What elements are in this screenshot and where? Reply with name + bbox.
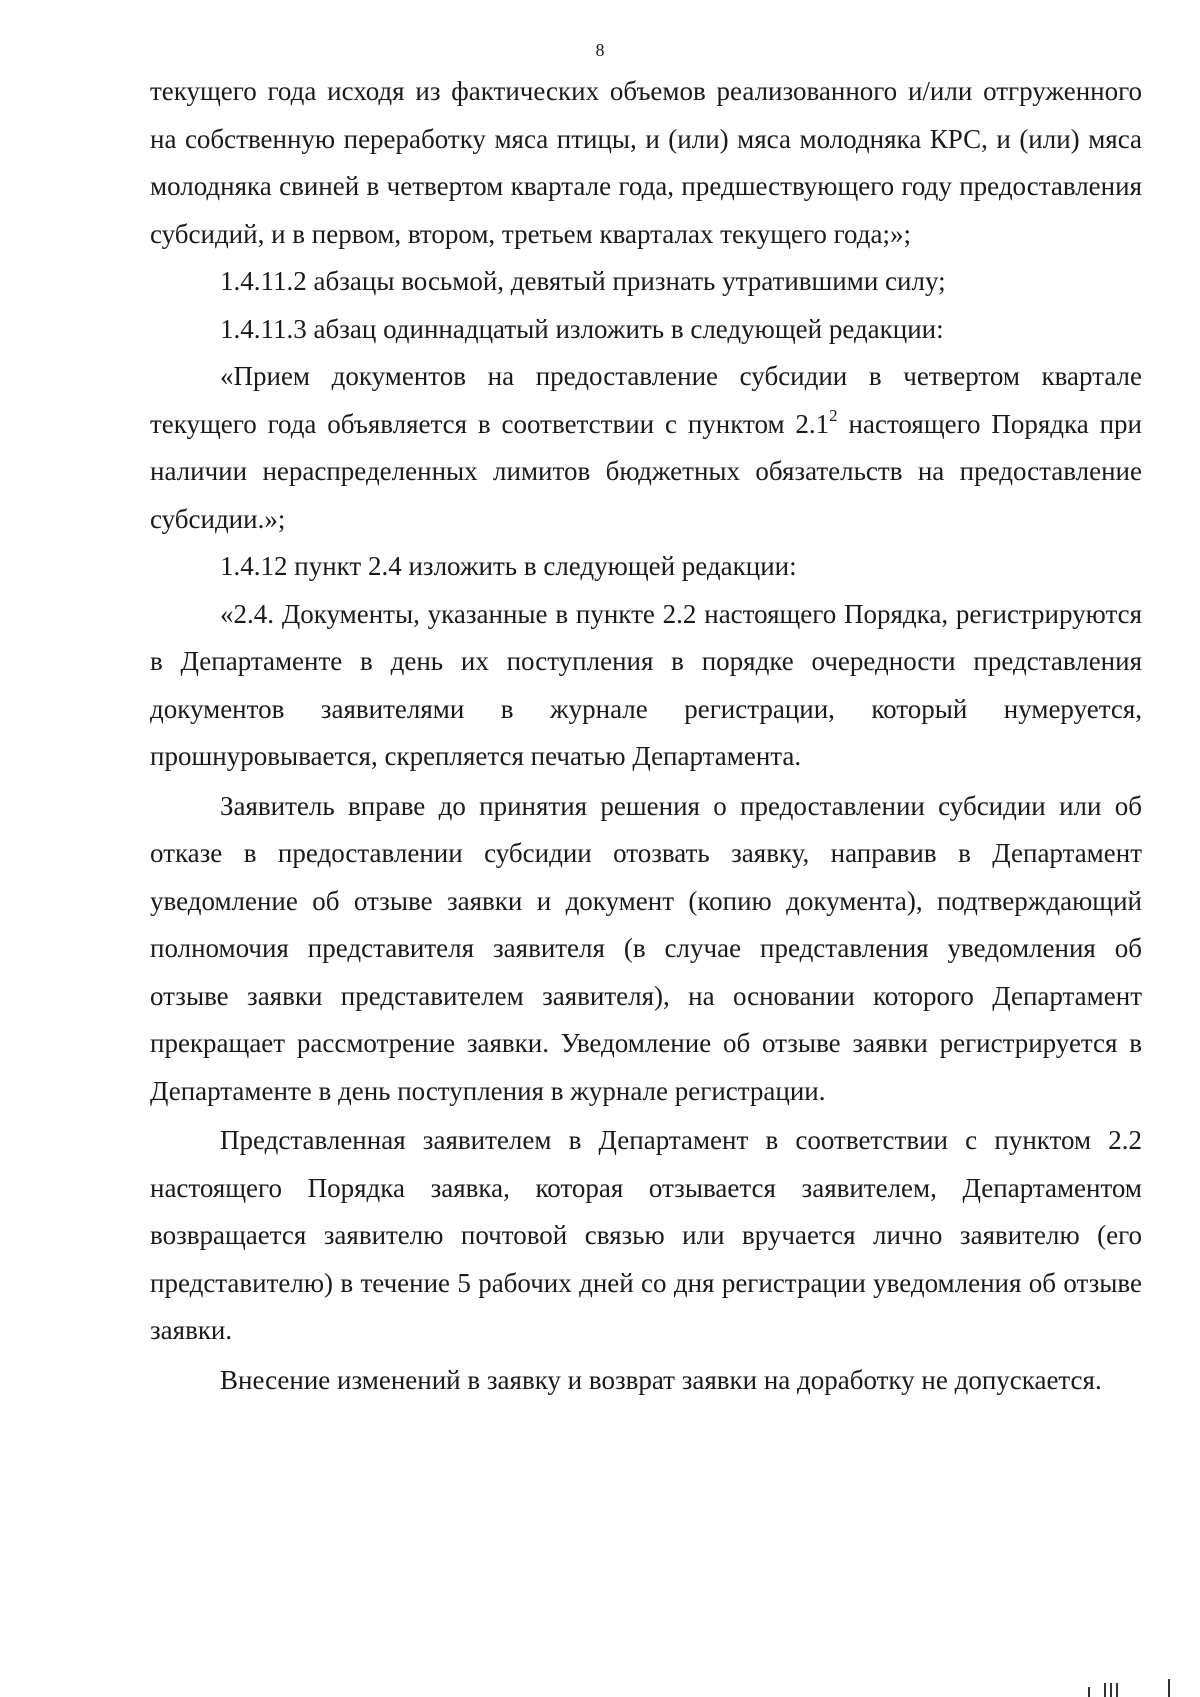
scan-mark: [1104, 1683, 1106, 1697]
paragraph-withdrawal-right: Заявитель вправе до принятия решения о предоставлении субсидии или об отказе в предоставлении субсидии отозвать заявку, направив в Департамент уведомление об отзыве заявки и документ (копию документа), подтверждающий полномочия представителя заявителя (в случае представления уведомления об отзыве заявки представителем заявителя), на основании которого Департамент прекращает рассмотрение заявки. Уведомление об отзыве заявки регистрируется в Департаменте в день поступления в журнале регистрации.: [150, 790, 1142, 1106]
paragraph-item-1-4-11-3: 1.4.11.3 абзац одиннадцатый изложить в следующей редакции:: [220, 313, 944, 344]
paragraph-text-before-superscript: «Прием документов на предоставление субсидии в четвертом квартале текущего года объявляется в соответствии с пунктом 2.1: [150, 361, 1142, 439]
scan-mark: [1088, 1687, 1090, 1697]
paragraph-return-application: Представленная заявителем в Департамент в соответствии с пунктом 2.2 настоящего Порядка заявка, которая отзывается заявителем, Департаментом возвращается заявителю почтовой связью или вручается лично заявителю (его представителю) в течение 5 рабочих дней со дня регистрации уведомления об отзыве заявки.: [150, 1125, 1142, 1345]
scan-mark: [1110, 1683, 1112, 1697]
paragraph-text-after-superscript: настоящего Порядка при наличии нераспределенных лимитов бюджетных обязательств на предоставление субсидии.»;: [150, 408, 1142, 534]
scan-mark: [1168, 1679, 1170, 1697]
paragraph-item-1-4-12: 1.4.12 пункт 2.4 изложить в следующей редакции:: [220, 551, 797, 581]
paragraph-continuation: текущего года исходя из фактических объемов реализованного и/или отгруженного на собственную переработку мяса птицы, и (или) мяса молодняка КРС, и (или) мяса молодняка свиней в четвертом квартале года, предшествующего году предоставления субсидий, и в первом, втором, третьем кварталах текущего года;»;: [150, 76, 1142, 249]
paragraph-item-1-4-11-2: 1.4.11.2 абзацы восьмой, девятый признать утратившими силу;: [220, 266, 946, 296]
paragraph-quoted-2-4: «2.4. Документы, указанные в пункте 2.2 настоящего Порядка, регистрируются в Департаменте в день их поступления в порядке очередности представления документов заявителями в журнале регистрации, который нумеруется, прошнуровывается, скрепляется печатью Департамента.: [150, 598, 1142, 771]
paragraph-quoted-reception: [150, 353, 1142, 543]
superscript-2: 2: [829, 405, 838, 425]
scan-mark: [1116, 1683, 1118, 1697]
paragraph-no-changes: Внесение изменений в заявку и возврат заявки на доработку не допускается.: [220, 1364, 1102, 1395]
document-body: [150, 68, 1142, 1404]
scan-edge-marks: [1000, 1675, 1180, 1697]
page-number: 8: [595, 40, 605, 60]
